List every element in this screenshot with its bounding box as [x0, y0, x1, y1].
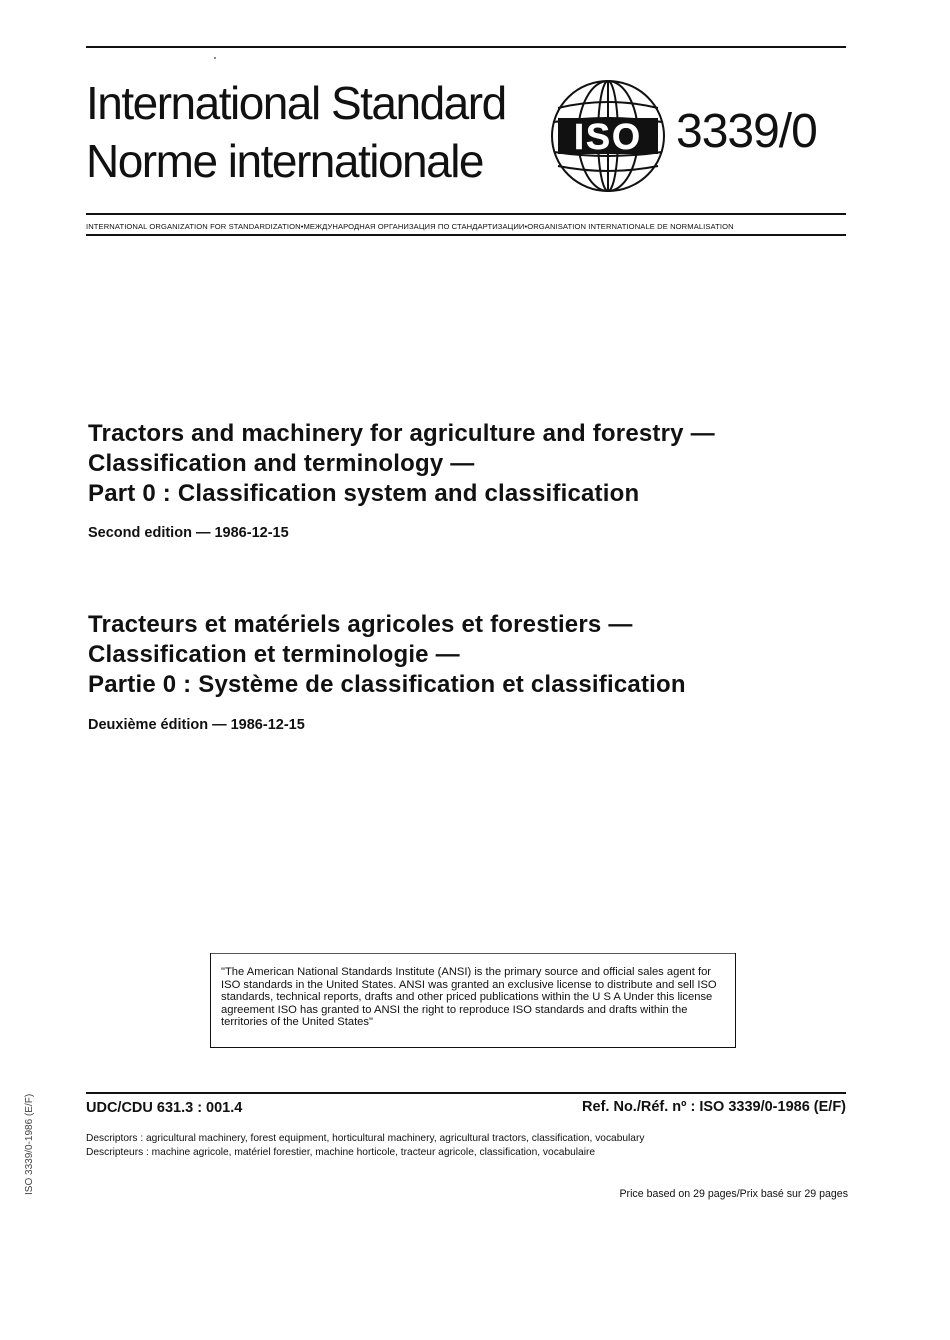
organization-line: INTERNATIONAL ORGANIZATION FOR STANDARDIZATION•МЕЖДУНАРОДНАЯ ОРГАНИЗАЦИЯ ПО СТАНДАРТИЗАЦИИ•ORGANISATION INTERNATIONALE DE NORMALISATION	[86, 222, 734, 231]
french-title-line-3: Partie 0 : Système de classification et classification	[88, 671, 686, 698]
reference-number: Ref. No./Réf. nº : ISO 3339/0-1986 (E/F)	[582, 1099, 846, 1115]
english-edition: Second edition — 1986-12-15	[88, 525, 289, 541]
title-french: Norme internationale	[86, 135, 484, 187]
udc-code: UDC/CDU 631.3 : 001.4	[86, 1100, 243, 1116]
english-title-line-2: Classification and terminology —	[88, 450, 475, 477]
standard-number: 3339/0	[676, 105, 817, 158]
speck	[214, 57, 216, 59]
iso-logo-text: ISO	[573, 116, 643, 157]
footer-rule	[86, 1092, 846, 1094]
french-edition: Deuxième édition — 1986-12-15	[88, 717, 305, 733]
org-rule-top	[86, 213, 846, 215]
ansi-notice-box	[210, 953, 736, 1048]
iso-logo-icon	[548, 78, 668, 194]
french-title-line-1: Tracteurs et matériels agricoles et forestiers —	[88, 611, 633, 638]
side-document-code: ISO 3339/0-1986 (E/F)	[24, 1093, 35, 1195]
descriptors-french: Descripteurs : machine agricole, matériel forestier, machine horticole, tracteur agricole, classification, vocabulaire	[86, 1147, 596, 1158]
english-title-line-1: Tractors and machinery for agriculture and forestry —	[88, 420, 715, 447]
descriptors-english: Descriptors : agricultural machinery, forest equipment, horticultural machinery, agricultural tractors, classification, vocabulary	[86, 1133, 645, 1144]
ansi-notice-text: "The American National Standards Institute (ANSI) is the primary source and official sales agent for ISO standards in the United States. ANSI was granted an exclusive license to distribute and sell ISO standards, technical reports, drafts and other priced publications within the U S A Under this license agreement ISO has granted to ANSI the right to reproduce ISO standards and drafts within the territories of the United States"	[221, 966, 717, 1029]
title-english: International Standard	[86, 77, 506, 129]
english-title-line-3: Part 0 : Classification system and classification	[88, 480, 640, 507]
price-note: Price based on 29 pages/Prix basé sur 29 pages	[619, 1188, 848, 1200]
french-title-line-2: Classification et terminologie —	[88, 641, 460, 668]
top-rule	[86, 46, 846, 48]
org-rule-bottom	[86, 234, 846, 236]
